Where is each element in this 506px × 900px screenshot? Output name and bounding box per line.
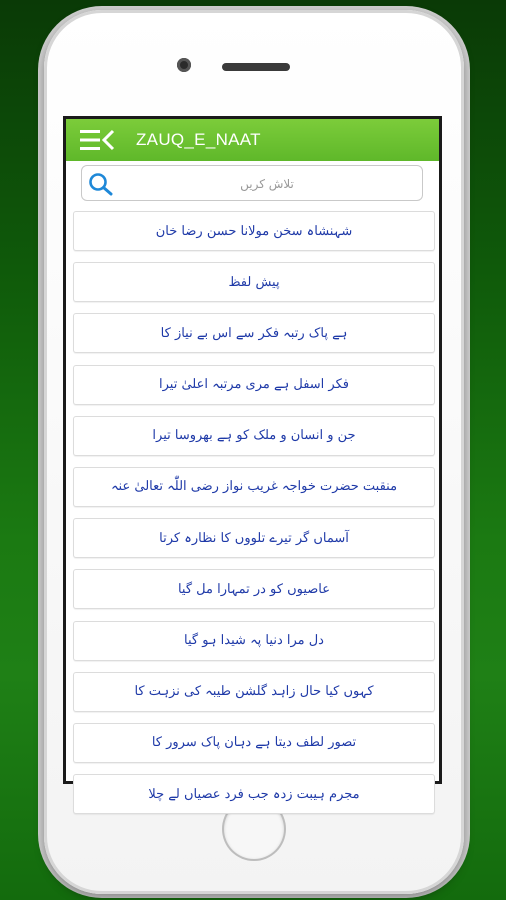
app-bar xyxy=(66,119,439,161)
list-item-label: دل مرا دنیا پہ شیدا ہو گیا xyxy=(184,633,324,648)
earpiece-speaker xyxy=(222,63,290,71)
list-item-label: آسماں گر تیرے تلووں کا نظارہ کرتا xyxy=(159,530,349,546)
list-item-label: تصور لطف دیتا ہے دہان پاک سرور کا xyxy=(151,735,357,751)
search-icon[interactable] xyxy=(88,172,114,196)
list-item-label: منقبت حضرت خواجہ غریب نواز رضی اللّٰہ تعالیٰ عنہ xyxy=(110,479,398,495)
list-item[interactable] xyxy=(73,518,435,558)
app-screen xyxy=(63,116,442,802)
list-item[interactable] xyxy=(73,672,435,712)
list-item-label: ہے پاک رتبہ فکر سے اس بے نیاز کا xyxy=(160,325,348,341)
front-camera xyxy=(177,58,191,72)
list-item-label: فکر اسفل ہے مری مرتبہ اعلیٰ تیرا xyxy=(159,377,349,393)
list-item-label: کہوں کیا حال زاہد گلشن طیبہ کی نزہت کا xyxy=(134,684,374,700)
list-item[interactable] xyxy=(73,774,435,814)
list-item-label: مجرم ہیبت زدہ جب فرد عصیاں لے چلا xyxy=(148,786,360,802)
list-item-label: جن و انسان و ملک کو ہے بھروسا تیرا xyxy=(152,428,356,444)
app-title: ZAUQ_E_NAAT xyxy=(136,130,261,149)
list-item-label: پیش لفظ xyxy=(228,274,280,290)
naat-list xyxy=(73,211,435,825)
menu-icon[interactable] xyxy=(80,129,116,151)
search-bar[interactable] xyxy=(81,165,423,201)
list-item[interactable] xyxy=(73,723,435,763)
list-item-label: عاصیوں کو در تمہارا مل گیا xyxy=(177,581,331,597)
list-item[interactable] xyxy=(73,262,435,302)
list-item[interactable] xyxy=(73,621,435,661)
list-item-label: شہنشاہ سخن مولانا حسن رضا خان xyxy=(155,223,353,239)
search-input[interactable] xyxy=(122,166,412,202)
list-item[interactable] xyxy=(73,467,435,507)
list-item[interactable] xyxy=(73,416,435,456)
list-item[interactable] xyxy=(73,211,435,251)
list-item[interactable] xyxy=(73,313,435,353)
list-item[interactable] xyxy=(73,365,435,405)
list-item[interactable] xyxy=(73,569,435,609)
